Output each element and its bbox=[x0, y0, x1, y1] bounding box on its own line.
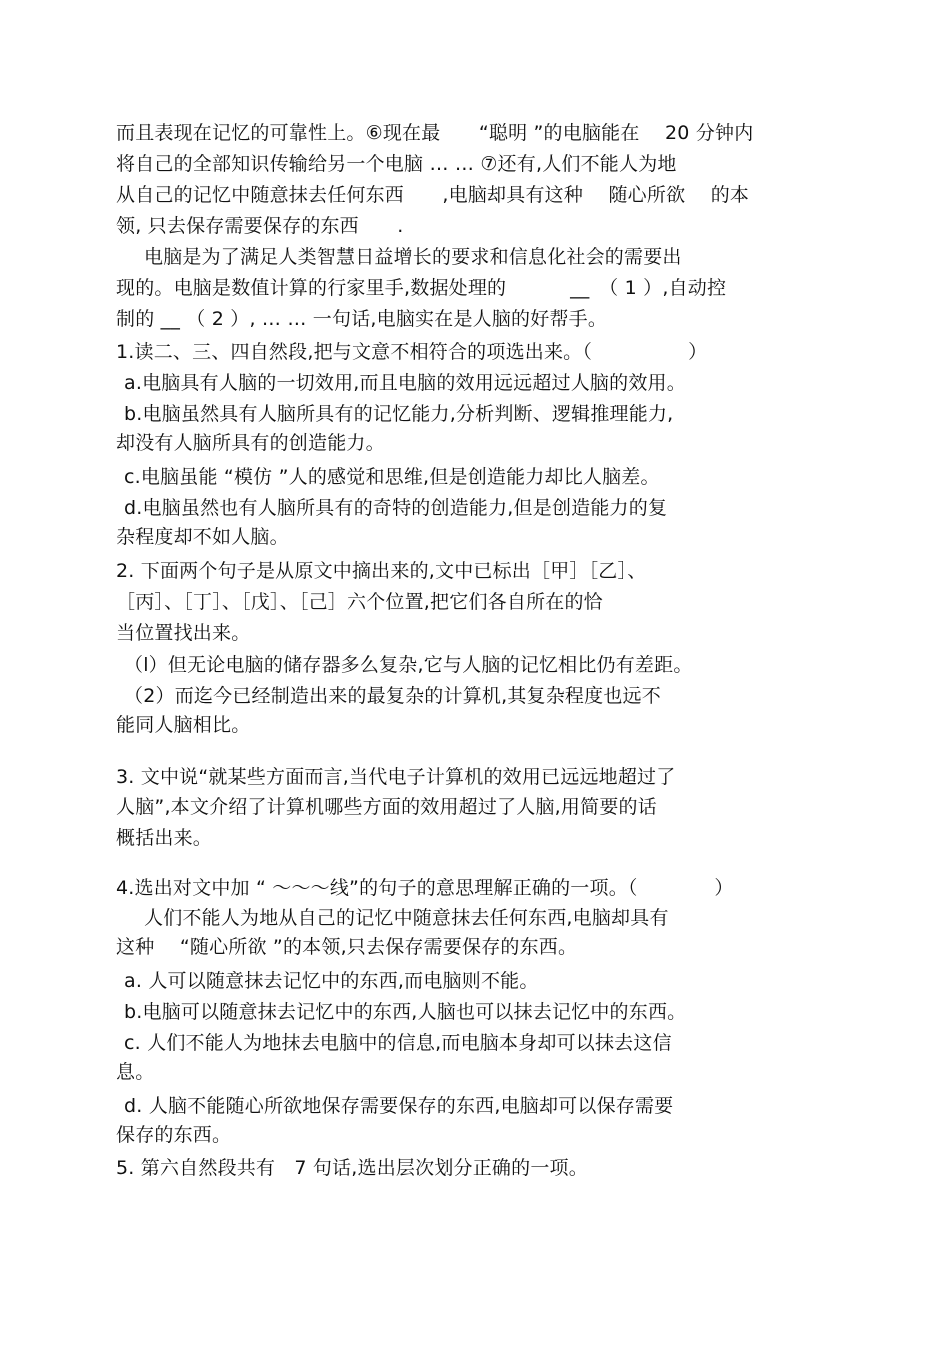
option-d: d. 人脑不能随心所欲地保存需要保存的东西,电脑却可以保存需要 bbox=[124, 1095, 674, 1117]
text-line: 人脑”,本文介绍了计算机哪些方面的效用超过了人脑,用简要的话 bbox=[116, 796, 657, 818]
option-b: b.电脑虽然具有人脑所具有的记忆能力,分析判断、逻辑推理能力, bbox=[124, 403, 674, 425]
text-line: 领, 只去保存需要保存的东西 . bbox=[116, 215, 404, 237]
option-a: a. 人可以随意抹去记忆中的东西,而电脑则不能。 bbox=[124, 970, 539, 992]
text-line: 制的 __ （ 2 ）, … … 一句话,电脑实在是人脑的好帮手。 bbox=[116, 308, 608, 330]
text-line: 现的。电脑是数值计算的行家里手,数据处理的 __ （ 1 ）,自动控 bbox=[116, 277, 727, 299]
option-d-cont: 保存的东西。 bbox=[116, 1124, 232, 1146]
sentence-1: （l）但无论电脑的储存器多么复杂,它与人脑的记忆相比仍有差距。 bbox=[124, 654, 693, 676]
option-b-cont: 却没有人脑所具有的创造能力。 bbox=[116, 432, 385, 454]
sentence-2: （2）而迄今已经制造出来的最复杂的计算机,其复杂程度也远不 bbox=[124, 685, 661, 707]
option-c: c.电脑虽能 “模仿 ”人的感觉和思维,但是创造能力却比人脑差。 bbox=[124, 466, 660, 488]
text-line: 而且表现在记忆的可靠性上。⑥现在最 “聪明 ”的电脑能在 20 分钟内 bbox=[116, 122, 754, 144]
sentence-2-cont: 能同人脑相比。 bbox=[116, 714, 251, 736]
text-line: 概括出来。 bbox=[116, 827, 213, 849]
question-2: 2. 下面两个句子是从原文中摘出来的,文中已标出［甲］［乙］、 bbox=[116, 560, 647, 582]
option-c-cont: 息。 bbox=[116, 1061, 155, 1083]
option-d: d.电脑虽然也有人脑所具有的奇特的创造能力,但是创造能力的复 bbox=[124, 497, 668, 519]
text-line: 从自己的记忆中随意抹去任何东西 ,电脑却具有这种 随心所欲 的本 bbox=[116, 184, 750, 206]
question-3: 3. 文中说“就某些方面而言,当代电子计算机的效用已远远地超过了 bbox=[116, 766, 676, 788]
option-b: b.电脑可以随意抹去记忆中的东西,人脑也可以抹去记忆中的东西。 bbox=[124, 1001, 687, 1023]
question-4: 4.选出对文中加 “ ～～～线”的句子的意思理解正确的一项。（ ） bbox=[116, 877, 734, 899]
quoted-sentence: 人们不能人为地从自己的记忆中随意抹去任何东西,电脑却具有 bbox=[144, 907, 669, 929]
paragraph-first-line: 电脑是为了满足人类智慧日益增长的要求和信息化社会的需要出 bbox=[144, 246, 682, 268]
option-d-cont: 杂程度却不如人脑。 bbox=[116, 526, 289, 548]
option-a: a.电脑具有人脑的一切效用,而且电脑的效用远远超过人脑的效用。 bbox=[124, 372, 686, 394]
text-line: 将自己的全部知识传输给另一个电脑 … … ⑦还有,人们不能人为地 bbox=[116, 153, 677, 175]
text-line: 当位置找出来。 bbox=[116, 622, 251, 644]
quoted-sentence-cont: 这种 “随心所欲 ”的本领,只去保存需要保存的东西。 bbox=[116, 936, 578, 958]
text-line: ［丙］、［丁］、［戊］、［己］六个位置,把它们各自所在的恰 bbox=[116, 591, 603, 613]
option-c: c. 人们不能人为地抹去电脑中的信息,而电脑本身却可以抹去这信 bbox=[124, 1032, 672, 1054]
question-5: 5. 第六自然段共有 7 句话,选出层次划分正确的一项。 bbox=[116, 1157, 588, 1179]
question-1: 1.读二、三、四自然段,把与文意不相符合的项选出来。（ ） bbox=[116, 341, 708, 363]
